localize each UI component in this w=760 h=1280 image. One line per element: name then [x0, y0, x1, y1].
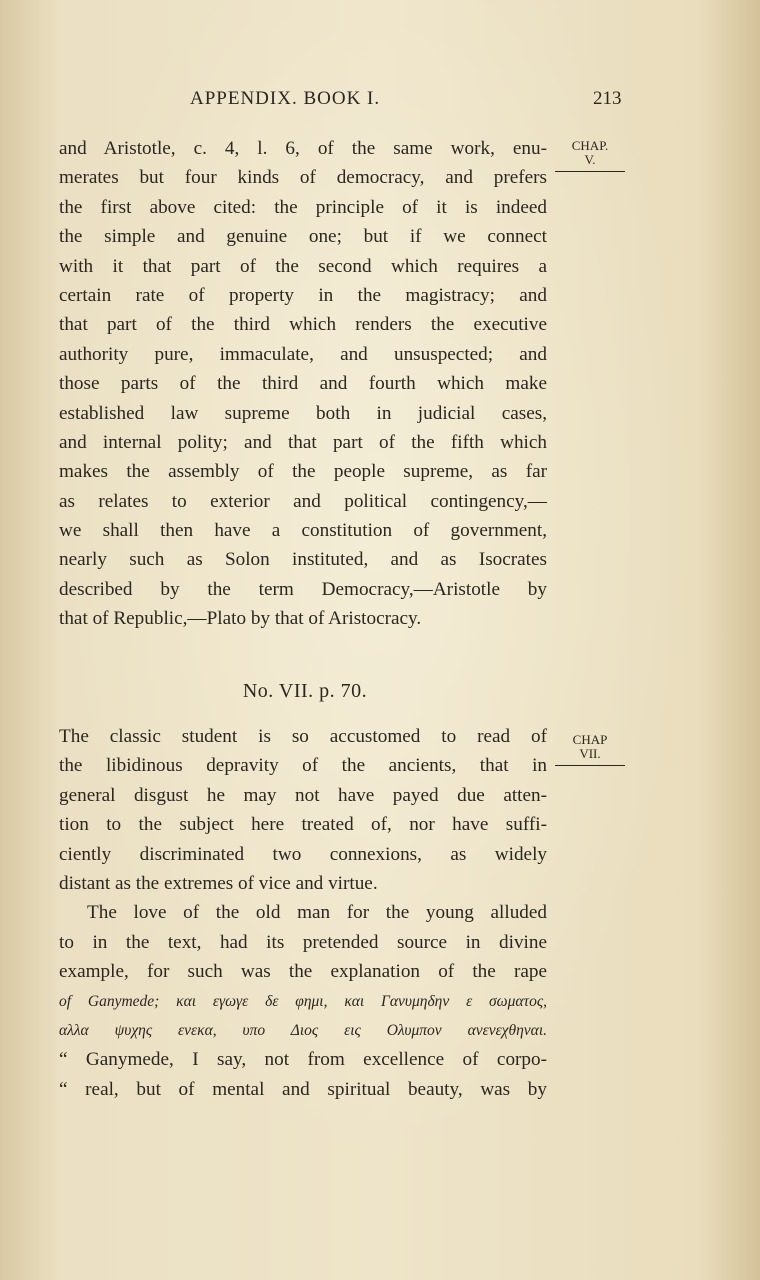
text-line: with it that part of the second which requires a	[59, 255, 547, 277]
page-number: 213	[593, 88, 622, 109]
text-line: The classic student is so accustomed to read of	[59, 726, 547, 747]
margin-note-number: V.	[584, 152, 596, 167]
text-line: nearly such as Solon instituted, and as Isocrates	[59, 549, 547, 571]
text-line: “ Ganymede, I say, not from excellence of corpo-	[59, 1049, 547, 1071]
text-line: as relates to exterior and political contingency,—	[59, 490, 547, 512]
section-title: No. VII. p. 70.	[242, 680, 368, 702]
text-line: authority pure, immaculate, and unsuspected; and	[59, 343, 547, 365]
text-line: and Aristotle, c. 4, l. 6, of the same work, enu-	[59, 138, 547, 159]
margin-note-chapter-5	[553, 139, 627, 172]
text-line: we shall then have a constitution of government,	[59, 520, 547, 542]
text-line: makes the assembly of the people supreme, as far	[59, 461, 547, 483]
text-line: The love of the old man for the young alluded	[87, 902, 547, 924]
margin-note-label: CHAP.	[571, 138, 609, 153]
greek-text-line: αλλα ψυχης ενεκα, υπο Διος εις Ολυμπον ανενεχθηναι.	[59, 1021, 547, 1039]
text-line: general disgust he may not have payed due atten-	[59, 784, 547, 806]
text-line: the libidinous depravity of the ancients, that in	[59, 755, 547, 777]
text-line: described by the term Democracy,—Aristotle by	[59, 578, 547, 600]
text-line: distant as the extremes of vice and virtue.	[59, 872, 378, 894]
text-line: tion to the subject here treated of, nor have suffi-	[59, 814, 547, 836]
text-line: certain rate of property in the magistracy; and	[59, 284, 547, 306]
text-block-1	[59, 134, 547, 634]
text-line: those parts of the third and fourth which make	[59, 373, 547, 395]
text-line: that of Republic,—Plato by that of Aristocracy.	[59, 608, 422, 630]
text-line: and internal polity; and that part of the fifth which	[59, 431, 547, 453]
text-block-2	[59, 722, 547, 1104]
text-line: established law supreme both in judicial cases,	[59, 402, 547, 424]
text-line: the first above cited: the principle of it is indeed	[59, 196, 547, 218]
text-line: that part of the third which renders the executive	[59, 314, 547, 336]
greek-text-line: of Ganymede; και εγωγε δε φημι, και Γανυμηδην ε σωματος,	[59, 992, 547, 1010]
margin-note-chapter-7	[553, 733, 627, 766]
text-line: to in the text, had its pretended source in divine	[59, 931, 547, 953]
margin-rule	[555, 765, 625, 766]
text-line: the simple and genuine one; but if we connect	[59, 226, 547, 248]
text-line: example, for such was the explanation of the rape	[59, 961, 547, 983]
text-line: “ real, but of mental and spiritual beauty, was by	[59, 1078, 547, 1100]
margin-note-number: VII.	[579, 746, 601, 761]
running-head: APPENDIX. BOOK I.	[190, 88, 381, 109]
text-line: merates but four kinds of democracy, and prefers	[59, 167, 547, 189]
margin-note-label: CHAP	[572, 732, 608, 747]
text-line: ciently discriminated two connexions, as widely	[59, 843, 547, 865]
margin-rule	[555, 171, 625, 172]
page-header	[0, 88, 760, 118]
